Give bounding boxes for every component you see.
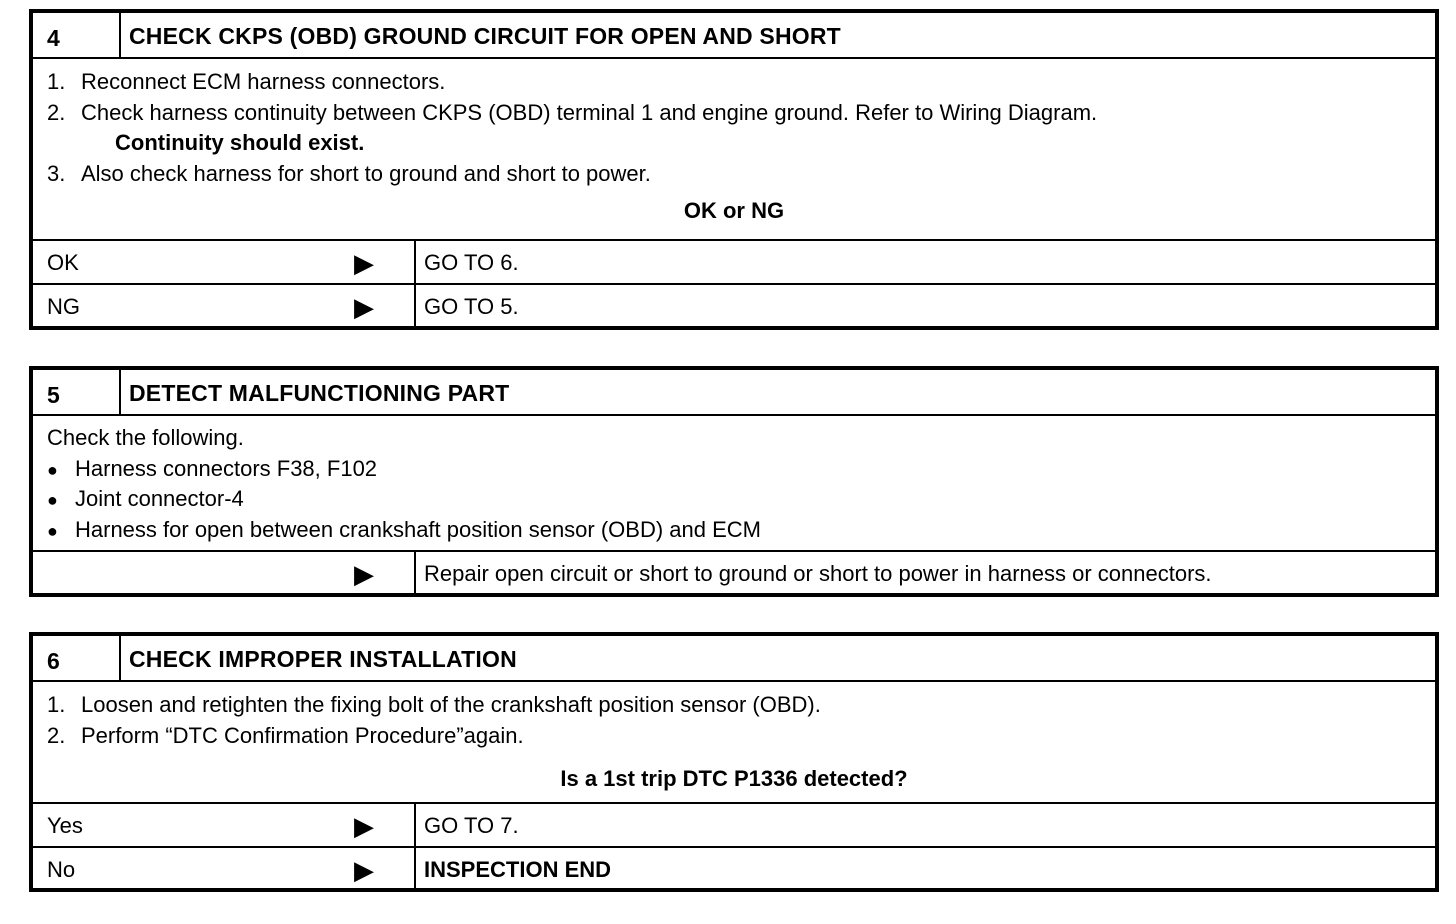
instruction-step: 1. Reconnect ECM harness connectors. — [47, 69, 446, 94]
instruction-step: 2. Check harness continuity between CKPS (OBD) terminal 1 and engine ground. Refer to Wiring Diagram. — [47, 99, 1098, 125]
instruction-step: 1. Loosen and retighten the fixing bolt of the crankshaft position sensor (OBD). — [47, 692, 821, 717]
answer-result: GO TO 5. — [424, 294, 519, 319]
step-number: 4 — [33, 13, 121, 57]
bullet-item: ● Joint connector-4 — [47, 484, 1421, 515]
bullet-icon: ● — [47, 520, 58, 541]
answer-label: NG — [47, 294, 80, 319]
bullet-icon: ● — [47, 490, 58, 510]
bullet-item: ● Harness connectors F38, F102 — [47, 454, 1421, 485]
instruction-intro: Check the following. — [47, 425, 244, 450]
decision-question: Is a 1st trip DTC P1336 detected? — [560, 766, 908, 791]
block-instructions — [33, 59, 1435, 241]
block-header — [33, 13, 1435, 59]
step-block-4 — [29, 9, 1439, 330]
arrow-right-icon: ▶ — [354, 292, 374, 322]
step-block-6 — [29, 632, 1439, 892]
step-number: 6 — [33, 636, 121, 680]
block-header — [33, 636, 1435, 682]
expected-result-note: Continuity should exist. — [115, 130, 365, 155]
instruction-step: 3. Also check harness for short to ground and short to power. — [47, 160, 651, 186]
arrow-right-icon: ▶ — [354, 559, 374, 589]
step-title: CHECK CKPS (OBD) GROUND CIRCUIT FOR OPEN AND SHORT — [129, 23, 841, 49]
arrow-right-icon: ▶ — [354, 855, 374, 885]
arrow-right-icon: ▶ — [354, 811, 374, 841]
answer-label: No — [47, 857, 76, 882]
answer-row-yes — [33, 804, 1435, 848]
step-title: CHECK IMPROPER INSTALLATION — [129, 646, 517, 672]
bullet-item: ● Harness for open between crankshaft position sensor (OBD) and ECM — [47, 515, 1421, 546]
answer-result: GO TO 7. — [424, 813, 519, 838]
answer-result: Repair open circuit or short to ground or short to power in harness or connectors. — [424, 561, 1212, 586]
block-instructions — [33, 416, 1435, 552]
block-instructions — [33, 682, 1435, 804]
answer-row-ok — [33, 241, 1435, 285]
decision-question: OK or NG — [683, 198, 785, 223]
answer-row-no — [33, 848, 1435, 892]
step-number: 5 — [33, 370, 121, 414]
answer-row-ng — [33, 285, 1435, 329]
instruction-step: 2. Perform “DTC Confirmation Procedure”again. — [47, 722, 524, 748]
arrow-right-icon: ▶ — [354, 248, 374, 278]
answer-result: GO TO 6. — [424, 250, 519, 275]
answer-row — [33, 552, 1435, 596]
step-title: DETECT MALFUNCTIONING PART — [129, 380, 510, 406]
block-header — [33, 370, 1435, 416]
bullet-icon: ● — [47, 459, 58, 480]
answer-result: INSPECTION END — [424, 857, 612, 882]
answer-label: Yes — [47, 813, 83, 838]
step-block-5 — [29, 366, 1439, 597]
answer-label: OK — [47, 250, 79, 275]
